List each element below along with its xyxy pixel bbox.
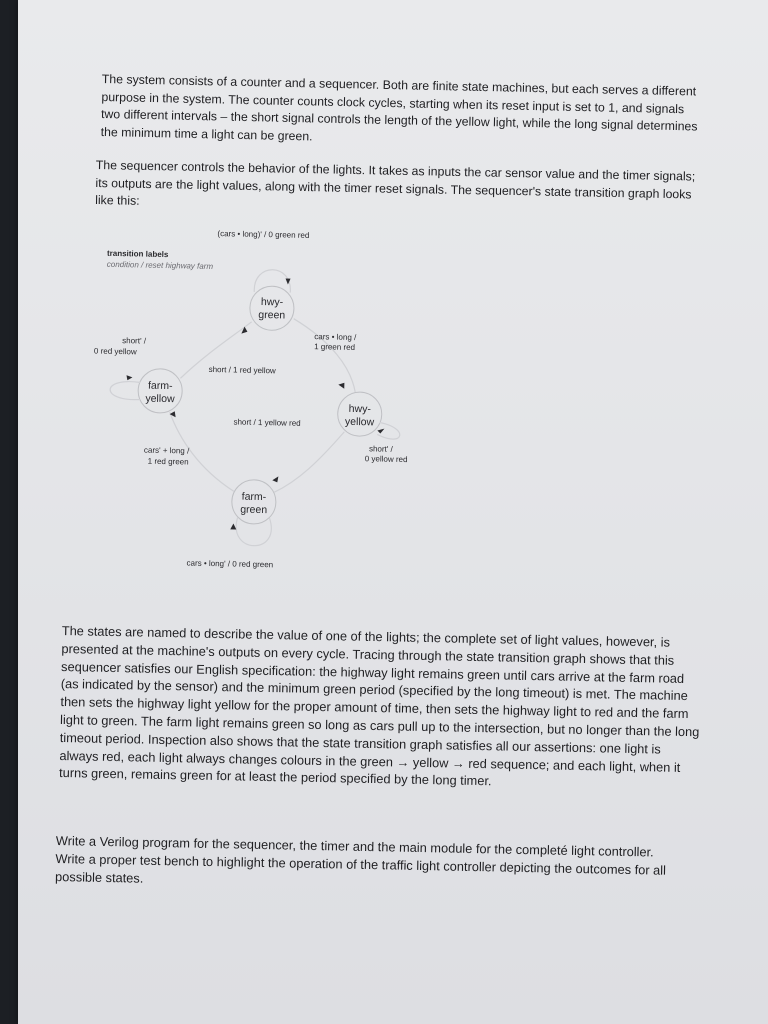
state-hwy-yellow-line1: hwy- [348,402,372,416]
arrowhead-hwy-yellow-self [377,428,384,433]
arrowhead-farm-yellow-self [126,375,132,380]
label-hwy-green-self: (cars • long)' / 0 green red [217,229,310,240]
label-farm-green-to-yellow-line1: cars' + long / [143,445,190,456]
legend-format: condition / reset highway farm [106,259,214,271]
arrowhead-into-hwy-yellow [338,383,344,389]
arc-farm-green-self [236,518,272,546]
states-paragraph: The states are named to describe the value of one of the lights; the complete set of light values, however, is presented at the machine's outputs on every cycle. Tracing through the state transition graph shows that this sequencer satisfies our English specification: the highway light remains green until cars arrive at the farm road (as indicated by the sensor) and the minimum green period (specified by the long timeout) is met. The machine then sets the highway light yellow for the proper amount of time, then sets the highway light to red and the farm light to green. The farm light remains green so long as cars pull up to the intersection, but no longer than the long timeout period. Inspection also shows that the state transition graph satisfies all our assertions: one light is always red, each light always changes colours in the green → yellow → red sequence; and each light, when it turns green, remains green for at least the period specified by the long timer. [58,622,700,789]
arrowhead-into-farm-green [272,476,278,482]
arc-farm-yellow-self [110,381,140,400]
state-hwy-green-line2: green [258,308,286,322]
task-paragraph: Write a Verilog program for the sequencer, the timer and the main module for the completé light controller. Write a proper test bench to highlight the operation of the traffic light controller depicting the outcomes for all possible states. [55,832,667,886]
state-farm-yellow-line1: farm- [147,379,173,393]
label-hwy-yellow-self-line2: 0 yellow red [364,454,408,465]
state-hwy-green-ring [249,286,294,331]
arc-hwy-green-self [254,269,291,292]
arc-hwy-green-to-yellow [292,319,356,392]
label-farm-yellow-self-line2: 0 red yellow [93,346,137,357]
intro-paragraph: The system consists of a counter and a sequencer. Both are finite state machines, but each serves a different purpose in the system. The counter counts clock cycles, starting when its reset input is set to 1, and signals two different intervals – the short signal controls the length of the yellow light, while the long signal determines the minimum time a light can be green. [100,71,698,143]
state-hwy-green-line1: hwy- [260,296,284,309]
label-hwy-green-to-yellow-line2: 1 green red [314,342,356,352]
label-hwy-green-to-yellow-line1: cars • long / [314,332,357,343]
state-farm-green-line1: farm- [241,490,267,504]
arc-hwy-yellow-to-farm-green [274,430,344,493]
label-farm-green-to-yellow-line2: 1 red green [147,456,189,467]
label-hwy-yellow-to-farm-green: short / 1 yellow red [233,417,301,428]
state-farm-green-line2: green [240,503,268,517]
arrowhead-into-hwy-green [241,327,247,334]
state-farm-yellow-line2: yellow [145,392,175,406]
label-hwy-yellow-self-line1: short' / [368,444,393,454]
arrowhead-into-farm-yellow [170,411,176,417]
sequencer-paragraph: The sequencer controls the behavior of the lights. It takes as inputs the car sensor value and the timer signals; its outputs are the light values, along with the timer reset signals. The sequencer's state transition graph looks like this: [95,157,696,208]
label-farm-yellow-self-line1: short' / [122,336,147,346]
label-farm-yellow-to-hwy-green: short / 1 red yellow [208,364,276,376]
state-hwy-yellow-line2: yellow [344,415,375,429]
legend-title: transition labels [106,248,169,260]
label-farm-green-self: cars • long' / 0 red green [186,558,274,570]
